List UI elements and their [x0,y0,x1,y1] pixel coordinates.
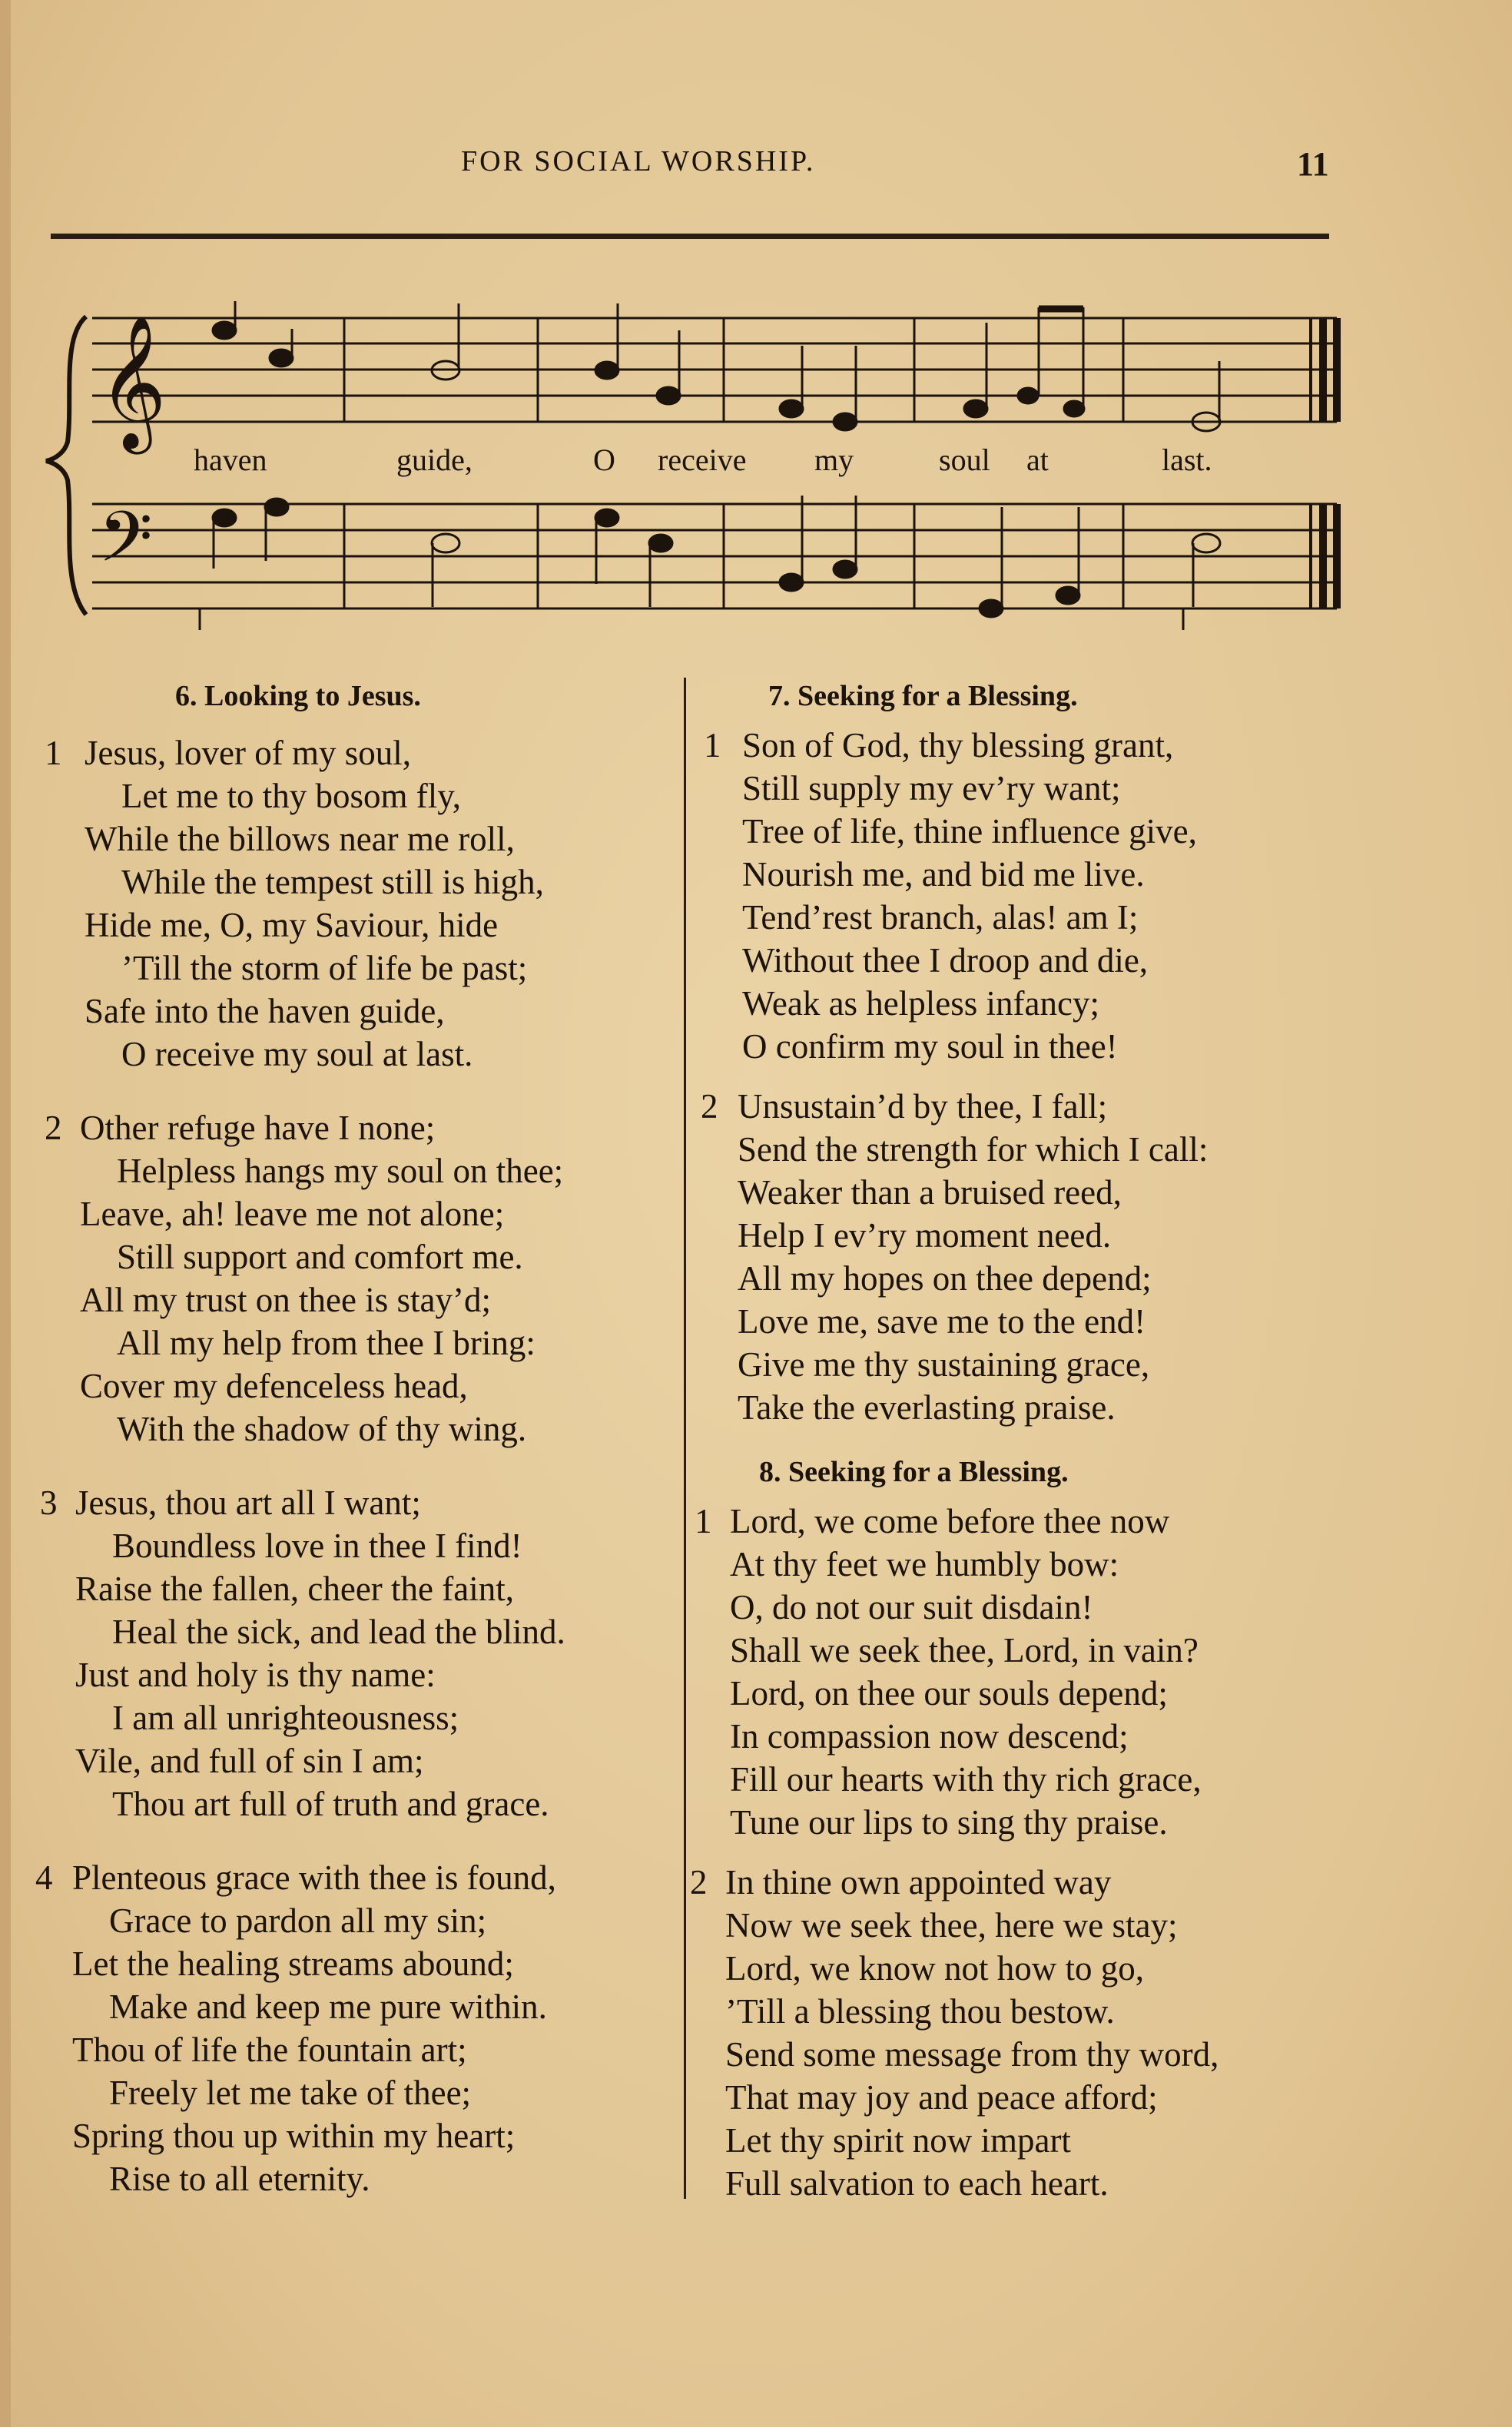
verse-line: Now we seek thee, here we stay; [725,1906,1178,1945]
verse-line: Grace to pardon all my sin; [109,1901,487,1940]
verse-line: Rise to all eternity. [109,2160,370,2198]
verse-line: Let the healing streams abound; [72,1945,514,1983]
verse-number: 1 [704,726,721,764]
verse-line: Other refuge have I none; [80,1109,436,1147]
verse-line: Weaker than a bruised reed, [738,1173,1122,1212]
verse-line: Jesus, lover of my soul, [85,734,411,772]
verse-line: Boundless love in thee I find! [112,1527,522,1565]
verse-number: 2 [45,1109,62,1147]
verse-number: 1 [695,1502,712,1540]
verse-number: 4 [35,1858,53,1897]
verse-line: Lord, we know not how to go, [725,1949,1144,1988]
bass-clef-icon: 𝄢 [98,496,153,595]
verse-line: Take the everlasting praise. [738,1388,1116,1427]
verse-line: Tune our lips to sing thy praise. [730,1803,1168,1842]
verse-line: Just and holy is thy name: [75,1656,436,1694]
page-number: 11 [1297,145,1329,183]
lyric-word: at [1026,443,1049,477]
treble-clef-icon: 𝄞 [98,315,167,449]
verse-line: Thou of life the fountain art; [72,2031,467,2069]
verse-line: Raise the fallen, cheer the faint, [75,1570,514,1608]
verse-number: 2 [701,1087,718,1126]
verse-line: Make and keep me pure within. [109,1988,547,2026]
verse-line: I am all unrighteousness; [112,1699,459,1737]
verse-line: O confirm my soul in thee! [742,1027,1118,1066]
lyric-word: guide, [396,443,472,477]
lyric-word: haven [194,443,267,477]
verse-line: All my help from thee I bring: [117,1324,536,1362]
verse-line: Tree of life, thine influence give, [742,812,1197,850]
verse-line: Weak as helpless infancy; [742,984,1099,1023]
header-rule [51,234,1329,239]
verse-line: Let me to thy bosom fly, [121,777,462,815]
verse-line: Hide me, O, my Saviour, hide [85,906,499,944]
verse-line: Tend’rest branch, alas! am I; [742,898,1139,937]
lyric-word: O [593,443,615,477]
verse-line: While the billows near me roll, [85,820,515,858]
verse-line: Nourish me, and bid me live. [742,855,1145,894]
verse-line: Shall we seek thee, Lord, in vain? [730,1631,1199,1669]
verse-line: Thou art full of truth and grace. [112,1785,549,1823]
verse-line: Lord, we come before thee now [730,1502,1170,1540]
verse-number: 1 [45,734,62,772]
verse-line: Jesus, thou art all I want; [75,1484,421,1522]
verse-line: Son of God, thy blessing grant, [742,726,1174,764]
verse-line: O receive my soul at last. [121,1035,473,1073]
hymn-title: 8. Seeking for a Blessing. [759,1456,1069,1488]
lyric-word: receive [658,443,747,477]
verse-line: Without thee I droop and die, [742,941,1149,980]
verse-number: 3 [40,1484,58,1522]
verse-line: Fill our hearts with thy rich grace, [730,1760,1202,1799]
verse-line: All my trust on thee is stay’d; [80,1281,491,1319]
verse-line: Safe into the haven guide, [85,992,445,1030]
verse-line: While the tempest still is high, [121,863,544,901]
verse-line: Cover my defenceless head, [80,1367,468,1405]
verse-line: Love me, save me to the end! [738,1302,1146,1341]
verse-line: Let thy spirit now impart [725,2121,1071,2160]
verse-line: Send the strength for which I call: [738,1130,1209,1169]
column-divider [684,678,686,2199]
hymn-title: 7. Seeking for a Blessing. [768,680,1078,712]
verse-line: All my hopes on thee depend; [738,1259,1152,1298]
verse-line: In thine own appointed way [725,1863,1112,1901]
verse-line: Leave, ah! leave me not alone; [80,1195,505,1233]
verse-line: Send some message from thy word, [725,2035,1219,2074]
verse-line: Help I ev’ry moment need. [738,1216,1112,1255]
verse-line: O, do not our suit disdain! [730,1588,1093,1626]
verse-line: Give me thy sustaining grace, [738,1345,1150,1384]
verse-line: Full salvation to each heart. [725,2164,1109,2203]
verse-line: Still supply my ev’ry want; [742,769,1121,807]
verse-line: Vile, and full of sin I am; [75,1742,424,1780]
verse-line: In compassion now descend; [730,1717,1129,1756]
verse-number: 2 [690,1863,708,1901]
verse-line: Freely let me take of thee; [109,2074,472,2112]
verse-line: With the shadow of thy wing. [117,1410,527,1448]
verse-line: Helpless hangs my soul on thee; [117,1152,564,1190]
lyric-word: soul [939,443,990,477]
hymn-title: 6. Looking to Jesus. [175,680,421,712]
verse-line: ’Till a blessing thou bestow. [725,1992,1115,2031]
lyric-word: my [814,443,854,477]
verse-line: ’Till the storm of life be past; [121,949,528,987]
verse-line: Still support and comfort me. [117,1238,523,1276]
verse-line: Lord, on thee our souls depend; [730,1674,1168,1712]
verse-line: At thy feet we humbly bow: [730,1545,1119,1583]
lyric-word: last. [1162,443,1212,477]
verse-line: Unsustain’d by thee, I fall; [738,1087,1108,1126]
verse-line: That may joy and peace afford; [725,2078,1158,2117]
running-title: FOR SOCIAL WORSHIP. [461,145,816,177]
verse-line: Heal the sick, and lead the blind. [112,1613,565,1651]
verse-line: Spring thou up within my heart; [72,2117,516,2155]
verse-line: Plenteous grace with thee is found, [72,1858,556,1897]
